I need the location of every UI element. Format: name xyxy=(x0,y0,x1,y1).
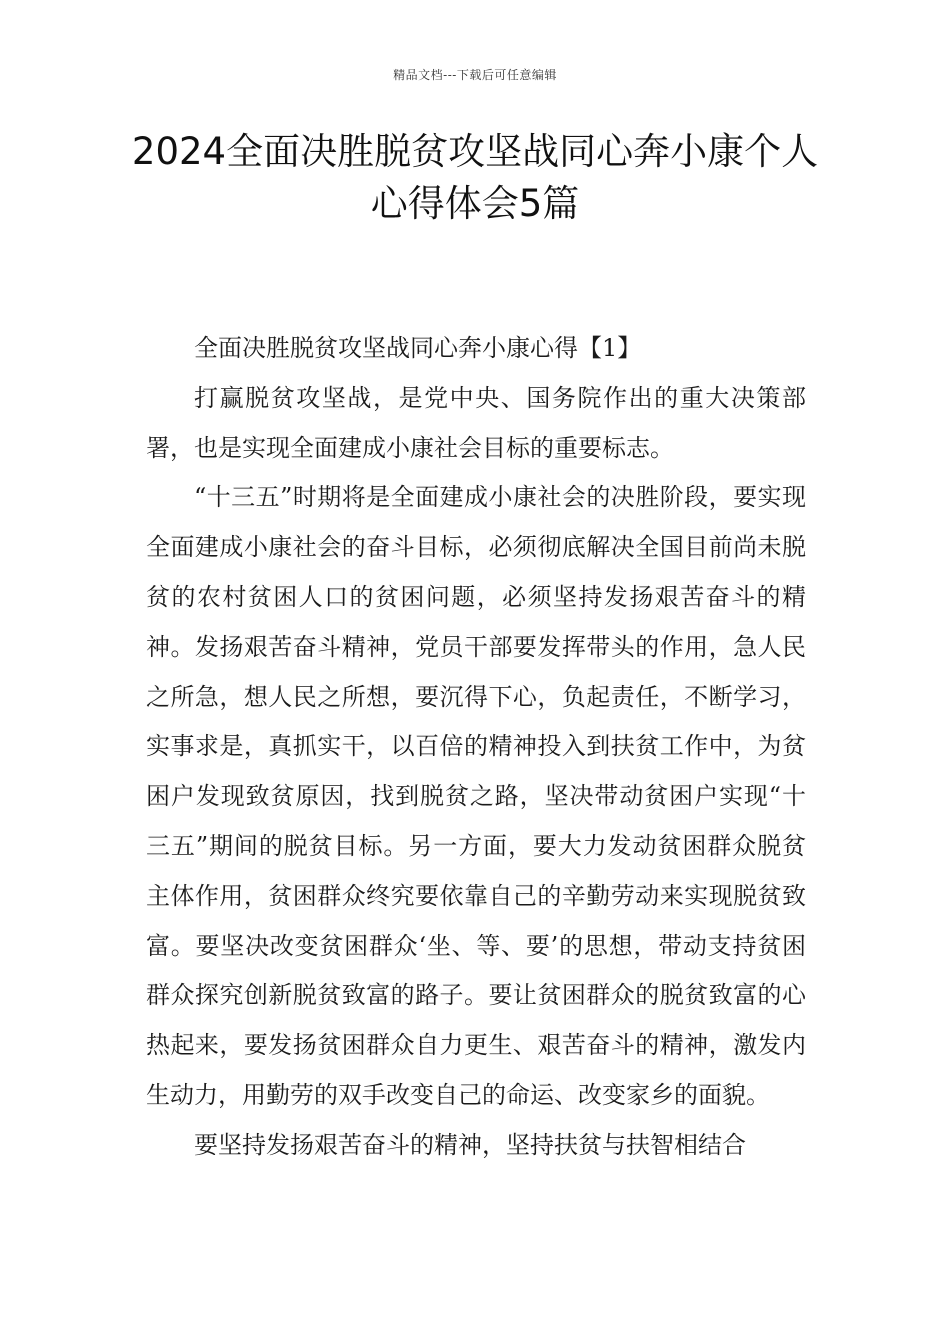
document-title: 2024全面决胜脱贫攻坚战同心奔小康个人心得体会5篇 xyxy=(131,130,819,225)
section-heading: 全面决胜脱贫攻坚战同心奔小康心得【1】 xyxy=(194,334,642,362)
document-body xyxy=(146,324,806,1171)
paragraph: “十三五”时期将是全面建成小康社会的决胜阶段，要实现全面建成小康社会的奋斗目标，必须彻底解决全国目前尚未脱贫的农村贫困人口的贫困问题，必须坚持发扬艰苦奋斗的精神。发扬艰苦奋斗精神，党员干部要发挥带头的作用，急人民之所急，想人民之所想，要沉得下心，负起责任，不断学习，实事求是，真抓实干，以百倍的精神投入到扶贫工作中，为贫困户发现致贫原因，找到脱贫之路，坚决带动贫困户实现“十三五”期间的脱贫目标。另一方面，要大力发动贫困群众脱贫主体作用，贫困群众终究要依靠自己的辛勤劳动来实现脱贫致富。要坚决改变贫困群众‘坐、等、要’的思想，带动支持贫困群众探究创新脱贫致富的路子。要让贫困群众的脱贫致富的心热起来，要发扬贫困群众自力更生、艰苦奋斗的精神，激发内生动力，用勤劳的双手改变自己的命运、改变家乡的面貌。 xyxy=(146,483,806,1109)
header-note: 精品文档---下载后可任意编辑 xyxy=(393,68,557,82)
paragraph: 打赢脱贫攻坚战，是党中央、国务院作出的重大决策部署，也是实现全面建成小康社会目标的重要标志。 xyxy=(146,383,806,462)
paragraph: 要坚持发扬艰苦奋斗的精神，坚持扶贫与扶智相结合 xyxy=(194,1130,746,1159)
